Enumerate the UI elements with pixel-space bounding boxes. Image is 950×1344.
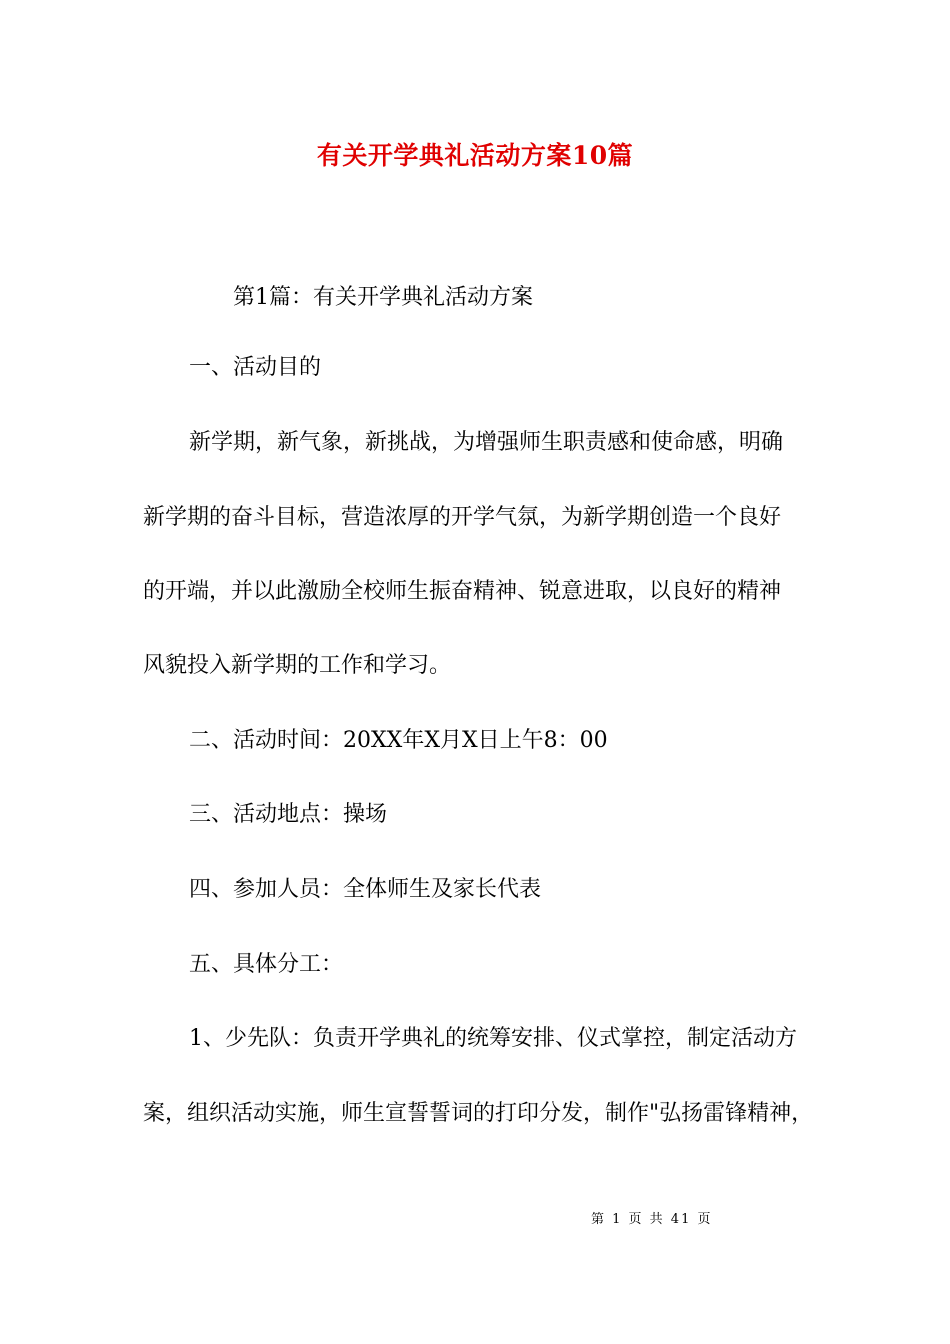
section-heading: 第1篇：有关开学典礼活动方案 — [233, 285, 533, 310]
paragraph-line: 五、具体分工： — [189, 952, 344, 977]
document-title: 有关开学典礼活动方案10篇 — [316, 141, 634, 170]
paragraph-line: 新学期的奋斗目标，营造浓厚的开学气氛，为新学期创造一个良好 — [143, 505, 782, 530]
paragraph-line: 二、活动时间：20XX年X月X日上午8：00 — [189, 728, 608, 753]
paragraph-line: 新学期，新气象，新挑战，为增强师生职责感和使命感，明确 — [189, 430, 784, 455]
paragraph-line: 四、参加人员：全体师生及家长代表 — [189, 877, 542, 902]
paragraph-line: 案，组织活动实施，师生宣誓誓词的打印分发，制作"弘扬雷锋精神， — [143, 1101, 814, 1126]
paragraph-line: 1、少先队：负责开学典礼的统筹安排、仪式掌控，制定活动方 — [189, 1026, 797, 1051]
paragraph-line: 三、活动地点：操场 — [189, 802, 388, 827]
paragraph-line: 的开端，并以此激励全校师生振奋精神、锐意进取，以良好的精神 — [143, 579, 782, 604]
page-footer: 第 1 页 共 41 页 — [591, 1212, 713, 1227]
paragraph-line: 风貌投入新学期的工作和学习。 — [143, 653, 452, 678]
paragraph-line: 一、活动目的 — [189, 355, 322, 380]
